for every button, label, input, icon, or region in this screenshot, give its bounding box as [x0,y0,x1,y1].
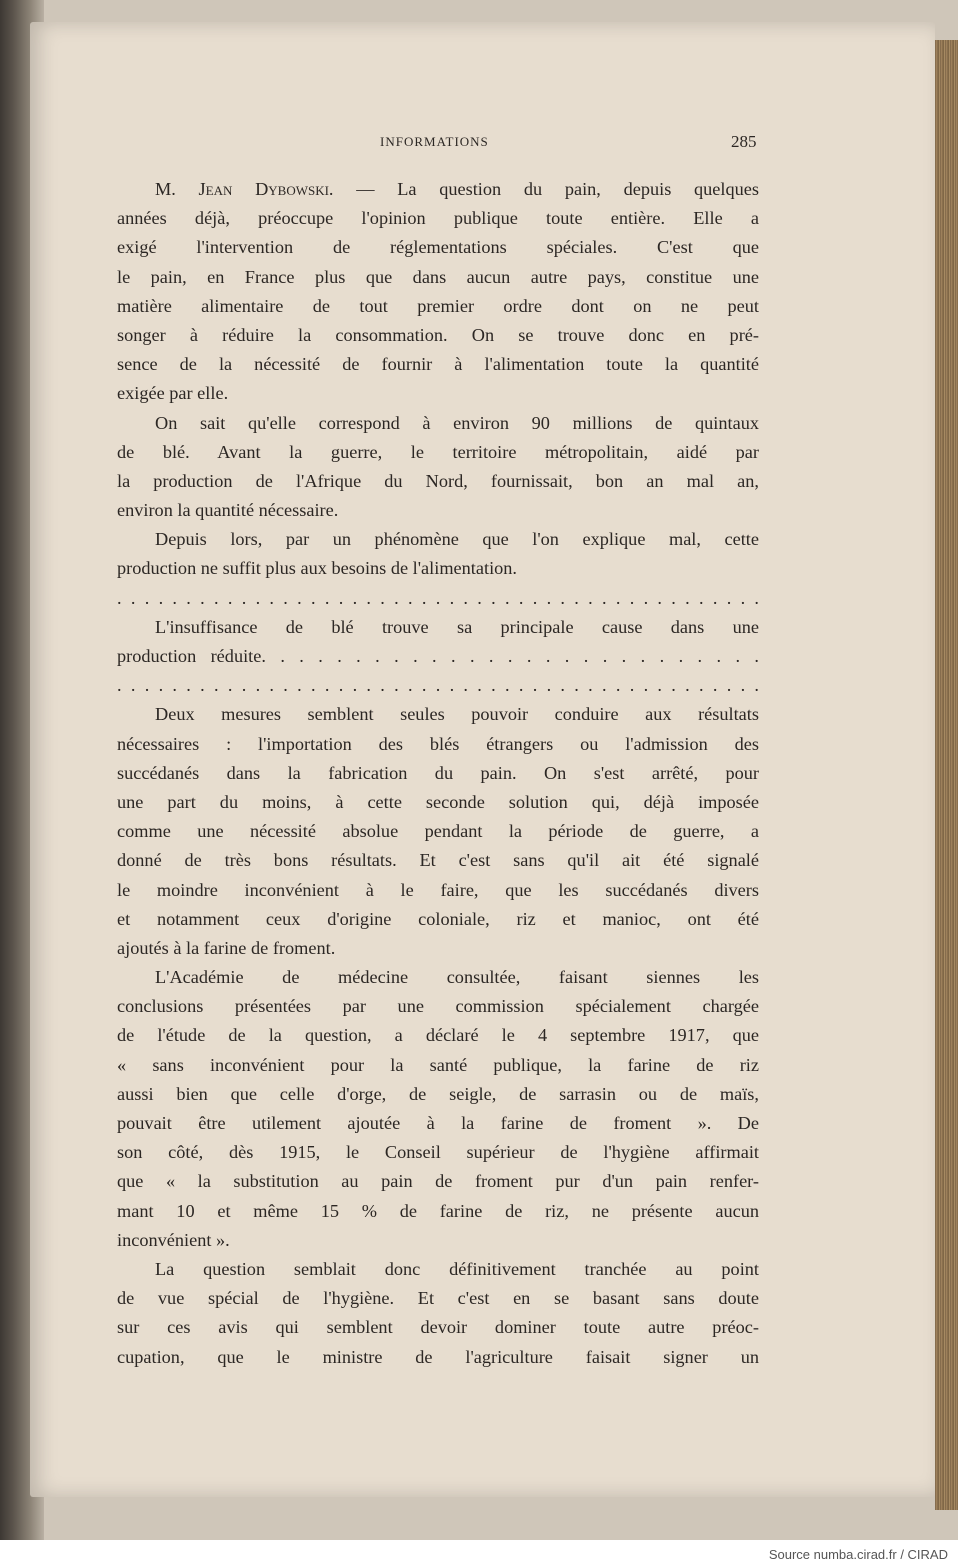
paragraph [117,175,759,409]
paragraph [117,409,759,526]
text-line: matière alimentaire de tout premier ordre dont on ne peut [117,295,759,316]
text-line: exigé l'intervention de réglementations spéciales. C'est que [117,237,759,258]
text-line: et notamment ceux d'origine coloniale, riz et manioc, ont été [117,908,759,929]
text-line: Depuis lors, par un phénomène que l'on explique mal, cette [155,529,759,550]
text-line: L'Académie de médecine consultée, faisant siennes les [155,967,759,988]
page-number: 285 [731,132,757,151]
text-line: L'insuffisance de blé trouve sa principale cause dans une [155,616,759,637]
text-line: que « la substitution au pain de froment pur d'un pain renfer- [117,1171,759,1192]
text-line: Deux mesures semblent seules pouvoir conduire aux résultats [155,704,759,725]
text-line: de vue spécial de l'hygiène. Et c'est en se basant sans doute [117,1288,759,1309]
text-line: exigée par elle. [117,383,229,404]
text-line: une part du moins, à cette seconde solution qui, déjà imposée [117,791,759,812]
text-line: production réduite. . . . . . . . . . . . . . . . . . . . . . . . . . . [117,646,759,666]
text-line: nécessaires : l'importation des blés étrangers ou l'admission des [117,733,759,754]
text-line: environ la quantité nécessaire. [117,500,339,521]
text-line: songer à réduire la consommation. On se trouve donc en pré- [117,324,759,345]
ellipsis-row [117,671,759,700]
page-edges [935,40,958,1510]
speaker-name: M. Jean Dybowski. [155,179,334,199]
paragraph [117,613,759,671]
text-line: pouvait être utilement ajoutée à la farine de froment ». De [117,1113,759,1133]
text-line: « sans inconvénient pour la santé publique, la farine de riz [117,1054,759,1075]
paragraph [117,525,759,583]
text-line: conclusions présentées par une commission spécialement chargée [117,996,759,1017]
body-text [117,175,759,1372]
text-line: sence de la nécessité de fournir à l'alimentation toute la quantité [117,354,759,375]
paragraph [117,963,759,1255]
dotted-line: . . . . . . . . . . . . . . . . . . . . . . . . . . . . . . . . . . . . . . . . . . . . . . . [117,587,759,608]
text-line: la production de l'Afrique du Nord, fournissait, bon an mal an, [117,470,759,491]
dotted-line: . . . . . . . . . . . . . . . . . . . . . . . . . . . . . . . . . . . . . . . . . . . . . . . [117,675,759,696]
page-header [0,132,958,154]
text-line: succédanés dans la fabrication du pain. On s'est arrêté, pour [117,762,759,783]
text-line: comme une nécessité absolue pendant la période de guerre, a [117,821,759,842]
text-line: ajoutés à la farine de froment. [117,937,336,958]
text-line: son côté, dès 1915, le Conseil supérieur de l'hygiène affirmait [117,1142,759,1163]
ellipsis-row [117,584,759,613]
text-line: cupation, que le ministre de l'agriculture faisait signer un [117,1346,759,1367]
text-line: de blé. Avant la guerre, le territoire métropolitain, aidé par [117,441,759,462]
paragraph [117,700,759,963]
text-line: On sait qu'elle correspond à environ 90 millions de quintaux [155,412,759,433]
text-line: le moindre inconvénient à le faire, que les succédanés divers [117,879,759,900]
text-line: mant 10 et même 15 % de farine de riz, ne présente aucun [117,1200,759,1221]
text-line: aussi bien que celle d'orge, de seigle, de sarrasin ou de maïs, [117,1083,759,1104]
text-line: production ne suffit plus aux besoins de l'alimentation. [117,558,518,579]
text-line: M. Jean Dybowski. — La question du pain, depuis quelques [155,179,759,199]
running-head: INFORMATIONS [380,134,489,149]
source-credit: Source numba.cirad.fr / CIRAD [768,1547,948,1562]
text-line: de l'étude de la question, a déclaré le 4 septembre 1917, que [117,1025,759,1046]
text-line: sur ces avis qui semblent devoir dominer toute autre préoc- [117,1317,759,1338]
text-line: donné de très bons résultats. Et c'est sans qu'il ait été signalé [117,850,759,871]
text-line: le pain, en France plus que dans aucun autre pays, constitue une [117,266,759,287]
paragraph [117,1255,759,1372]
text-line: La question semblait donc définitivement tranchée au point [155,1258,759,1279]
text-line: années déjà, préoccupe l'opinion publique toute entière. Elle a [117,208,759,229]
text-line: inconvénient ». [117,1229,230,1250]
